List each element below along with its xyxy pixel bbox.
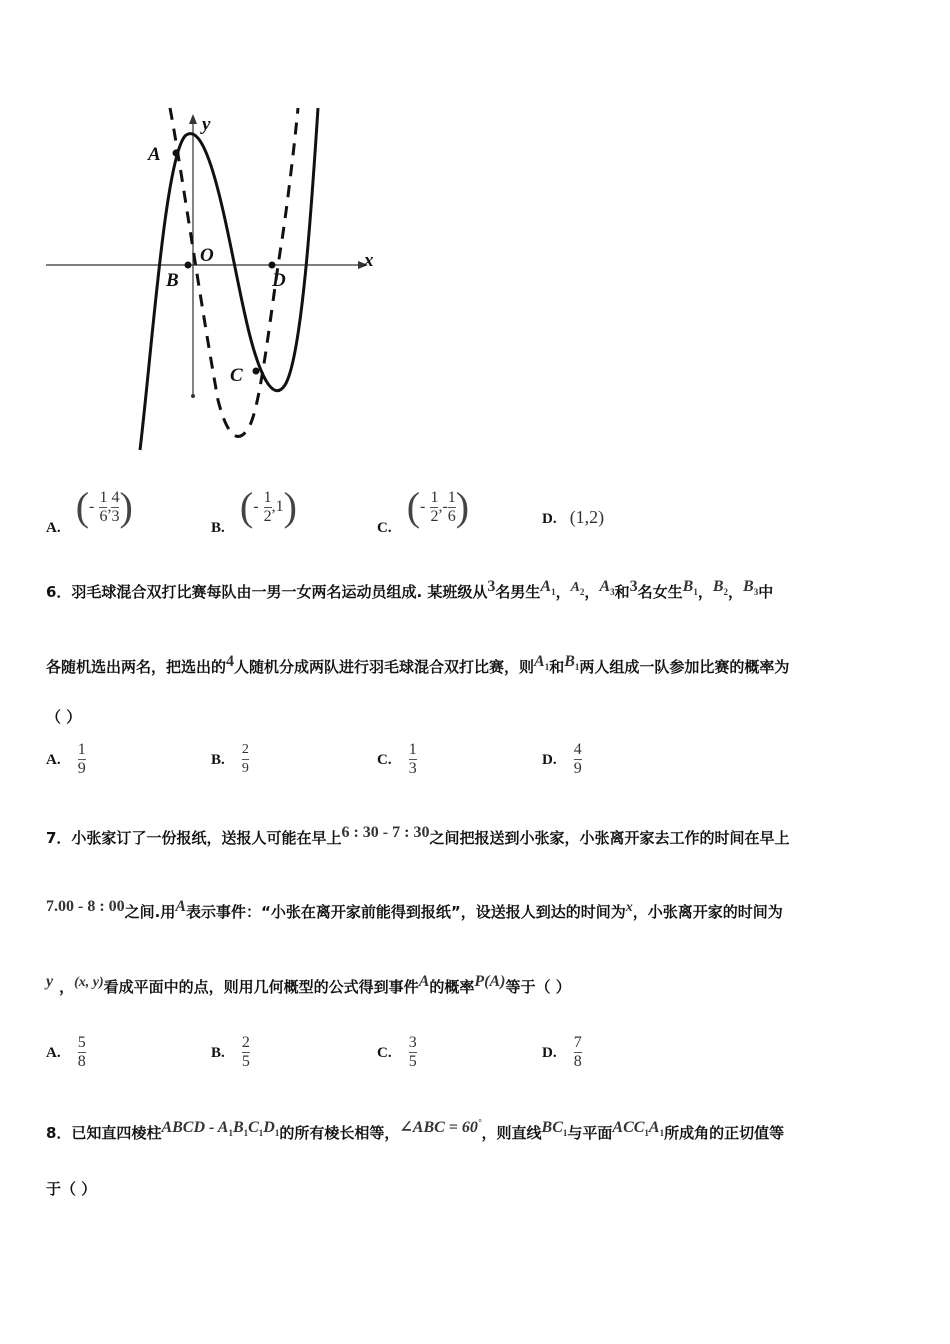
sign: - xyxy=(253,498,259,515)
point-b xyxy=(185,262,192,269)
fraction: $\frac{4}{3}$ xyxy=(111,488,120,525)
sign: - xyxy=(420,498,426,515)
fraction: $\frac{1}{9}$ xyxy=(77,741,86,777)
point-c xyxy=(253,368,260,375)
q7-line-3: $^y$ ，$^{(x, y)}$看成平面中的点，则用几何概型的公式得到事件$^A$的概率$^{P(A)}$等于（ ） xyxy=(46,973,571,996)
option-label: D. xyxy=(542,511,557,527)
option-label: B. xyxy=(211,752,225,768)
q5-option-c[interactable]: C. (- $\frac{1}{2}$ ,- $\frac{1}{6}$ ) xyxy=(377,484,470,536)
q7-line-2: $^{7.00 - 8 : 00}$之间.用$^A$表示事件：“小张在离开家前能得到报纸”，设送报人到达的时间为$^x$，小张离开家的时间为 xyxy=(46,898,783,921)
point-a xyxy=(173,150,180,157)
fraction: $\frac{4}{9}$ xyxy=(573,741,582,777)
fraction: $\frac{1}{6}$ xyxy=(447,488,456,525)
q8-line-2: 于（ ） xyxy=(46,1180,97,1198)
label-b: B xyxy=(166,270,179,291)
option-label: B. xyxy=(211,1045,225,1061)
q5-option-d[interactable] xyxy=(542,507,604,528)
option-label: A. xyxy=(46,752,61,768)
q7-option-d[interactable] xyxy=(542,1034,582,1071)
paren-left: ( xyxy=(239,484,254,529)
q7-option-a[interactable] xyxy=(46,1034,86,1071)
fraction: $\frac{5}{8}$ xyxy=(77,1034,86,1070)
fraction: $\frac{1}{2}$ xyxy=(430,488,439,525)
paren-right: ) xyxy=(283,484,297,529)
q7-option-b[interactable] xyxy=(211,1034,250,1071)
option-label: B. xyxy=(211,519,225,536)
sign: - xyxy=(442,498,448,515)
fraction: $\frac{1}{6}$ xyxy=(99,488,108,525)
fraction: $\frac{1}{2}$ xyxy=(263,488,272,525)
paren-right: ) xyxy=(119,484,133,529)
label-y-axis: y xyxy=(202,114,211,135)
q6-option-b[interactable] xyxy=(211,741,249,778)
option-label: C. xyxy=(377,752,392,768)
fraction: $\frac{2}{5}$ xyxy=(241,1034,250,1070)
value: 1 xyxy=(275,498,284,515)
label-c: C xyxy=(230,365,243,386)
q6-line-2: 各随机选出两名，把选出的$^4$人随机分成两队进行羽毛球混合双打比赛，则$^{A_1}$和$^{B_1}$两人组成一队参加比赛的概率为 xyxy=(46,653,790,676)
q6-option-c[interactable] xyxy=(377,741,417,778)
option-label: C. xyxy=(377,519,392,536)
q5-option-b[interactable]: B. (- $\frac{1}{2}$ ,1) xyxy=(211,484,297,536)
option-label: D. xyxy=(542,1045,557,1061)
option-label: A. xyxy=(46,1045,61,1061)
axis-end-dot xyxy=(191,394,195,398)
option-value: (1,2) xyxy=(569,507,605,527)
label-origin: O xyxy=(200,245,214,266)
option-label: D. xyxy=(542,752,557,768)
label-a: A xyxy=(148,144,161,165)
q5-option-a[interactable]: A. (- $\frac{1}{6}$ , $\frac{4}{3}$ ) xyxy=(46,484,133,536)
q6-option-a[interactable] xyxy=(46,741,86,778)
q7-option-c[interactable] xyxy=(377,1034,417,1071)
sign: - xyxy=(89,498,95,515)
q6-line-1: 6．羽毛球混合双打比赛每队由一男一女两名运动员组成. 某班级从$^3$名男生$^{A_1}$，$^{A_2}$，$^{A_3}$和$^3$名女生$^{B_1}$，$^{B_2}$，$^{B_3}$中 xyxy=(46,578,774,601)
q6-line-3: （ ） xyxy=(46,708,82,726)
option-label: A. xyxy=(46,519,61,536)
fraction: $\frac{2}{9}$ xyxy=(241,742,249,776)
q7-line-1: 7．小张家订了一份报纸，送报人可能在早上$^{6 : 30 - 7 : 30}$之间把报送到小张家，小张离开家去工作的时间在早上 xyxy=(46,824,790,847)
q6-option-d[interactable] xyxy=(542,741,582,778)
point-d xyxy=(269,262,276,269)
y-axis-arrow xyxy=(189,114,197,124)
q8-line-1: 8．已知直四棱柱$^{ABCD - A_1B_1C_1D_1}$的所有棱长相等，$^{\angle ABC = 60^\circ}$，则直线$^{BC_1}$与平面$^{ACC_1A_1}$所成角的正切值等 xyxy=(46,1117,785,1142)
label-d: D xyxy=(272,270,286,291)
paren-left: ( xyxy=(75,484,90,529)
paren-left: ( xyxy=(406,484,421,529)
fraction: $\frac{3}{5}$ xyxy=(408,1034,417,1070)
option-label: C. xyxy=(377,1045,392,1061)
label-x-axis: x xyxy=(364,250,374,271)
fraction: $\frac{1}{3}$ xyxy=(408,741,417,777)
paren-right: ) xyxy=(455,484,470,529)
fraction: $\frac{7}{8}$ xyxy=(573,1034,582,1070)
function-graph xyxy=(40,100,385,460)
